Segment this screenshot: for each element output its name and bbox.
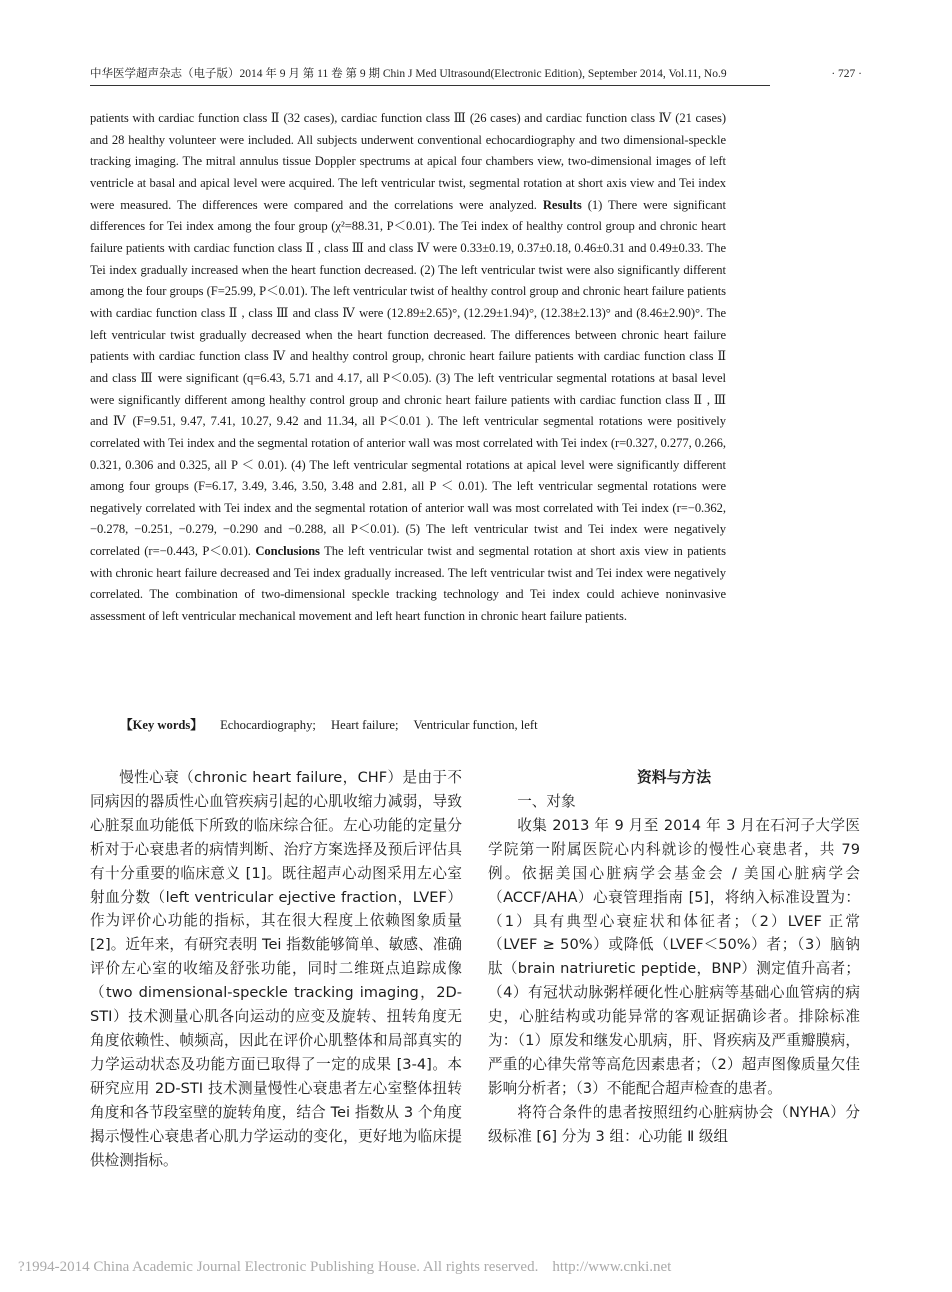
keyword-item: Echocardiography;: [220, 718, 316, 732]
section-heading: 资料与方法: [637, 769, 711, 786]
subsection-heading: 一、对象: [517, 793, 576, 810]
body-column-right: [488, 766, 860, 1149]
header-rule: [90, 85, 770, 86]
english-abstract: [90, 108, 726, 628]
keyword-item: Ventricular function, left: [413, 718, 538, 732]
journal-citation: 中华医学超声杂志（电子版）2014 年 9 月 第 11 卷 第 9 期 Chin J Med Ultrasound(Electronic Edition), September 2014, Vol.11, No.9: [90, 68, 727, 80]
cnki-link[interactable]: http://www.cnki.net: [552, 1259, 672, 1275]
copyright-text: ?1994-2014 China Academic Journal Electronic Publishing House. All rights reserved.: [18, 1259, 539, 1275]
keywords-label: 【Key words】: [120, 718, 203, 732]
abstract-part-conclusions: The left ventricular twist and segmental rotation at short axis view in patients with chronic heart failure decreased and Tei index gradually increased. The left ventricular twist and Tei index were negatively correlated. The combination of two-dimensional speckle tracking technology and Tei index could achieve noninvasive assessment of left ventricular mechanical movement and left heart function in chronic heart failure patients.: [90, 544, 726, 624]
abstract-part-methods: patients with cardiac function class Ⅱ (32 cases), cardiac function class Ⅲ (26 cases) and cardiac function class Ⅳ (21 cases) and 28 healthy volunteer were included. All subjects underwent conventional echocardiography and two dimensional-speckle tracking imaging. The mitral annulus tissue Doppler spectrums at apical four chambers view, two-dimensional images of left ventricle at basal and apical level were acquired. The left ventricular twist, segmental rotation at short axis view and Tei index were measured. The differences were compared and the correlations were analyzed.: [90, 111, 726, 212]
keyword-item: Heart failure;: [331, 718, 399, 732]
subjects-paragraph: 收集 2013 年 9 月至 2014 年 3 月在石河子大学医学院第一附属医院心内科就诊的慢性心衰患者，共 79 例。依据美国心脏病学会基金会 / 美国心脏病学会（ACCF/AHA）心衰管理指南 [5]，将纳入标准设置为：（1）具有典型心衰症状和体征者；（2）LVEF 正常（LVEF ≥ 50%）或降低（LVEF＜50%）者；（3）脑钠肽（brain natriuretic peptide，BNP）测定值升高者；（4）有冠状动脉粥样硬化性心脏病等基础心血管病的病史，心脏结构或功能异常的客观证据确诊者。排除标准为：（1）原发和继发心肌病，肝、肾疾病及严重瓣膜病，严重的心律失常等高危因素患者；（2）超声图像质量欠佳影响分析者；（3）不能配合超声检查的患者。: [488, 816, 860, 1097]
keywords-line: [120, 714, 740, 736]
grouping-paragraph: 将符合条件的患者按照纽约心脏病协会（NYHA）分级标准 [6] 分为 3 组：心功能 Ⅱ 级组: [488, 1103, 860, 1145]
abstract-text: [90, 108, 726, 628]
body-column-left: [90, 766, 462, 1172]
copyright-footer: [18, 1258, 938, 1276]
abstract-part-results: (1) There were significant differences for Tei index among the four group (χ²=88.31, P＜0.01). The Tei index of healthy control group and chronic heart failure patients with cardiac function class Ⅱ , class Ⅲ and class Ⅳ were 0.33±0.19, 0.37±0.18, 0.46±0.31 and 0.49±0.33. The Tei index gradually increased when the heart function decreased. (2) The left ventricular twist were also significantly different among the four groups (F=25.99, P＜0.01). The left ventricular twist of healthy control group and chronic heart failure patients with cardiac function class Ⅱ , class Ⅲ and class Ⅳ were (12.89±2.65)°, (12.29±1.94)°, (12.38±2.13)° and (8.46±2.90)°. The left ventricular twist gradually decreased when the heart function decreased. The differences between chronic heart failure patients with cardiac function class Ⅳ and healthy control group, chronic heart failure patients with cardiac function class Ⅱ and class Ⅲ were significant (q=6.43, 5.71 and 4.17, all P＜0.05). (3) The left ventricular segmental rotations at basal level were significantly different among healthy control group and chronic heart failure patients with cardiac function class Ⅱ , Ⅲ and Ⅳ (F=9.51, 9.47, 7.41, 10.27, 9.42 and 11.34, all P＜0.01 ). The left ventricular segmental rotations were positively correlated with Tei index and the segmental rotation of anterior wall was most correlated with Tei index (r=0.327, 0.277, 0.266, 0.321, 0.306 and 0.325, all P ＜ 0.01). (4) The left ventricular segmental rotations at apical level were significantly different among four groups (F=6.17, 3.49, 3.46, 3.50, 3.48 and 2.81, all P ＜ 0.01). The left ventricular segmental rotations were negatively correlated with Tei index and the segmental rotation of anterior wall was most correlated with Tei index (r=−0.362, −0.278, −0.251, −0.279, −0.290 and −0.288, all P＜0.01). (5) The left ventricular twist and Tei index were negatively correlated (r=−0.443, P＜0.01).: [90, 197, 726, 559]
page-number: · 727 ·: [831, 68, 862, 80]
conclusions-label: Conclusions: [255, 544, 320, 559]
results-label: Results: [542, 197, 582, 212]
introduction-paragraph: 慢性心衰（chronic heart failure，CHF）是由于不同病因的器质性心血管疾病引起的心肌收缩力减弱，导致心脏泵血功能低下所致的临床综合征。左心功能的定量分析对于心衰患者的病情判断、治疗方案选择及预后评估具有十分重要的临床意义 [1]。既往超声心动图采用左心室射血分数（left ventricular ejective fraction，LVEF）作为评价心功能的指标，其在很大程度上依赖图象质量 [2]。近年来，有研究表明 Tei 指数能够简单、敏感、准确评价左心室的收缩及舒张功能，同时二维斑点追踪成像（two dimensional-speckle tracking imaging，2D-STI）技术测量心肌各向运动的应变及旋转、扭转角度无角度依赖性、帧频高，因此在评价心肌整体和局部真实的力学运动状态及功能方面已取得了一定的成果 [3-4]。本研究应用 2D-STI 技术测量慢性心衰患者左心室整体扭转角度和各节段室壁的旋转角度，结合 Tei 指数从 3 个角度揭示慢性心衰患者心肌力学运动的变化，更好地为临床提供检测指标。: [90, 769, 462, 1169]
